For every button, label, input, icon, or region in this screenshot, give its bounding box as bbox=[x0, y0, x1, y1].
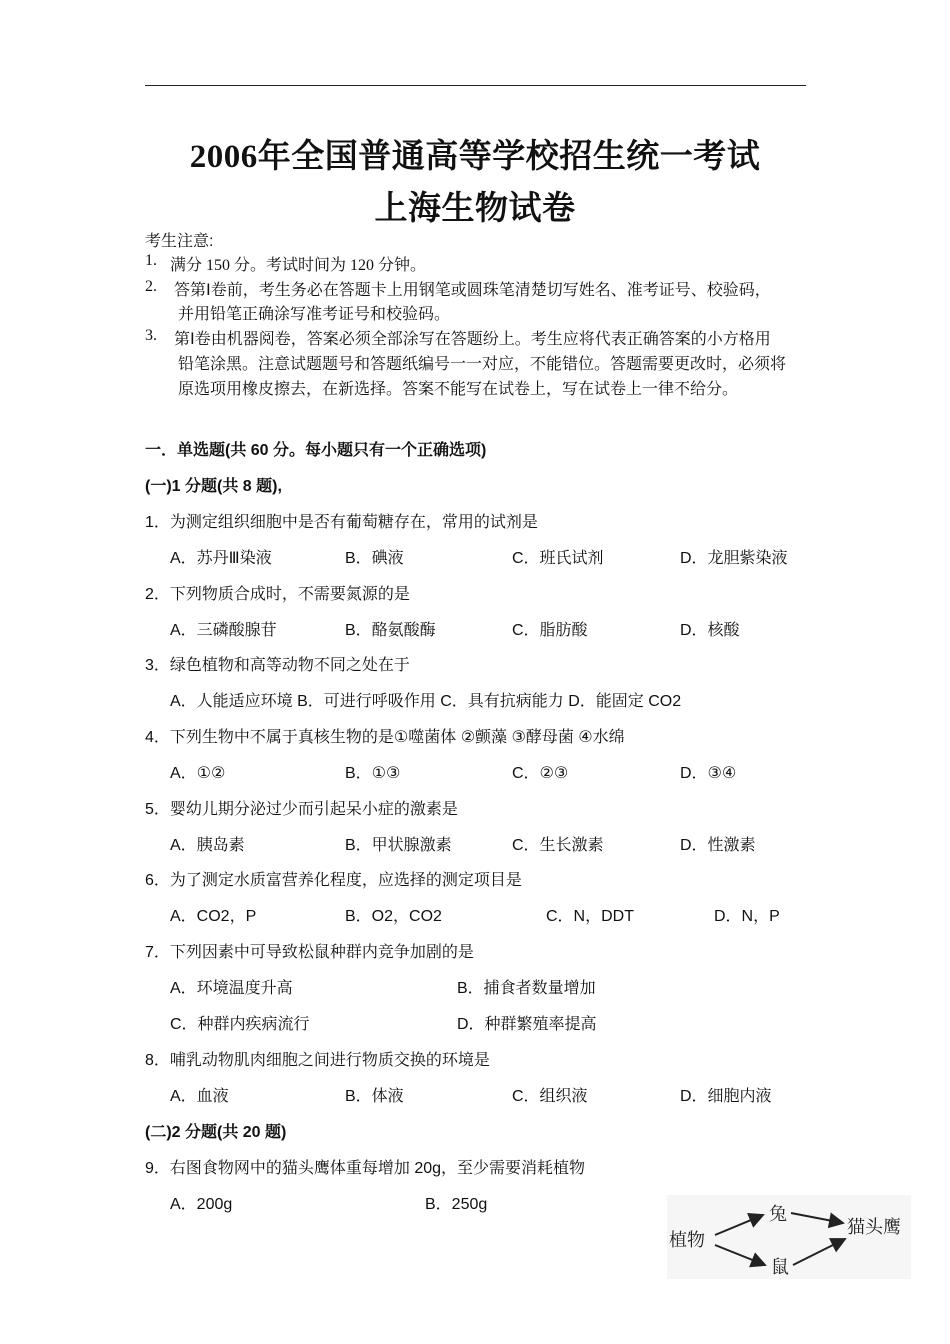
notice-label: 考生注意: bbox=[145, 233, 214, 250]
option-c: C．脂肪酸 bbox=[512, 622, 588, 639]
header-rule bbox=[145, 85, 806, 86]
subsection-heading: (二)2 分题(共 20 题) bbox=[145, 1124, 287, 1141]
question-stem: 8．哺乳动物肌肉细胞之间进行物质交换的环境是 bbox=[145, 1052, 490, 1069]
food-web-rabbit: 兔 bbox=[769, 1204, 787, 1224]
option-d: D．龙胆紫染液 bbox=[680, 550, 788, 567]
option-c: C．生长激素 bbox=[512, 837, 604, 854]
arrow-rabbit-to-owl bbox=[791, 1213, 843, 1223]
notice-item-text: 铅笔涂黑。注意试题题号和答题纸编号一一对应，不能错位。答题需要更改时，必须将 bbox=[178, 356, 787, 373]
question-stem: 1．为测定组织细胞中是否有葡萄糖存在，常用的试剂是 bbox=[145, 514, 538, 531]
option-line: A．人能适应环境 B．可进行呼吸作用 C．具有抗病能力 D．能固定 CO2 bbox=[170, 693, 682, 710]
option-a: A．环境温度升高 bbox=[170, 980, 293, 997]
question-stem: 4．下列生物中不属于真核生物的是①噬菌体 ②颤藻 ③酵母菌 ④水绵 bbox=[145, 729, 625, 746]
option-a: A．血液 bbox=[170, 1088, 229, 1105]
option-b: B．体液 bbox=[345, 1088, 404, 1105]
question-stem: 3．绿色植物和高等动物不同之处在于 bbox=[145, 657, 410, 674]
option-a: A．三磷酸腺苷 bbox=[170, 622, 277, 639]
option-a: A．200g bbox=[170, 1196, 233, 1213]
option-c: C．②③ bbox=[512, 765, 569, 782]
option-b: B．①③ bbox=[345, 765, 401, 782]
option-a: A．CO2，P bbox=[170, 908, 257, 925]
option-c: C．N，DDT bbox=[546, 908, 634, 925]
option-d: D．种群繁殖率提高 bbox=[457, 1016, 597, 1033]
option-c: C．种群内疾病流行 bbox=[170, 1016, 310, 1033]
notice-item-text: 第Ⅰ卷由机器阅卷，答案必须全部涂写在答题纷上。考生应将代表正确答案的小方格用 bbox=[174, 331, 771, 348]
notice-item-text: 满分 150 分。考试时间为 120 分钟。 bbox=[170, 257, 427, 274]
option-b: B．甲状腺激素 bbox=[345, 837, 452, 854]
notice-item-text: 并用铅笔正确涂写准考证号和校验码。 bbox=[178, 306, 451, 323]
arrow-mouse-to-owl bbox=[793, 1239, 845, 1265]
exam-subtitle: 上海生物试卷 bbox=[374, 191, 576, 227]
question-stem: 6．为了测定水质富营养化程度，应选择的测定项目是 bbox=[145, 872, 522, 889]
option-a: A．苏丹Ⅲ染液 bbox=[170, 550, 272, 567]
notice-item-text: 答第Ⅰ卷前，考生务必在答题卡上用钢笔或圆珠笔清楚切写姓名、准考证号、校验码， bbox=[174, 282, 771, 299]
notice-item-number: 2. bbox=[145, 278, 157, 295]
question-stem: 5．婴幼儿期分泌过少而引起呆小症的激素是 bbox=[145, 801, 458, 818]
question-stem: 2．下列物质合成时，不需要氮源的是 bbox=[145, 586, 410, 603]
food-web-producer: 植物 bbox=[669, 1230, 705, 1250]
notice-item-number: 3. bbox=[145, 327, 157, 344]
exam-title: 2006年全国普通高等学校招生统一考试 bbox=[189, 139, 761, 175]
food-web-mouse: 鼠 bbox=[771, 1257, 789, 1277]
section-heading: 一．单选题(共 60 分。每小题只有一个正确选项) bbox=[145, 442, 487, 459]
option-b: B．碘液 bbox=[345, 550, 404, 567]
food-web-owl: 猫头鹰 bbox=[847, 1217, 901, 1237]
notice-item-text: 原选项用橡皮擦去，在新选择。答案不能写在试卷上，写在试卷上一律不给分。 bbox=[178, 381, 739, 398]
arrow-plant-to-rabbit bbox=[715, 1215, 763, 1235]
arrow-plant-to-mouse bbox=[715, 1245, 765, 1265]
subsection-heading: (一)1 分题(共 8 题), bbox=[145, 478, 282, 495]
option-d: D．③④ bbox=[680, 765, 737, 782]
notice-item-number: 1. bbox=[145, 252, 157, 269]
question-stem: 7．下列因素中可导致松鼠种群内竞争加剧的是 bbox=[145, 944, 474, 961]
option-b: B．酪氨酸酶 bbox=[345, 622, 436, 639]
option-b: B．250g bbox=[425, 1196, 488, 1213]
option-a: A．①② bbox=[170, 765, 226, 782]
food-web-diagram bbox=[667, 1195, 911, 1279]
question-stem: 9．右图食物网中的猫头鹰体重每增加 20g，至少需要消耗植物 bbox=[145, 1160, 586, 1177]
option-b: B．捕食者数量增加 bbox=[457, 980, 596, 997]
option-b: B．O2，CO2 bbox=[345, 908, 442, 925]
option-c: C．组织液 bbox=[512, 1088, 588, 1105]
option-d: D．N，P bbox=[714, 908, 780, 925]
option-c: C．班氏试剂 bbox=[512, 550, 604, 567]
option-d: D．核酸 bbox=[680, 622, 740, 639]
option-d: D．性激素 bbox=[680, 837, 756, 854]
option-a: A．胰岛素 bbox=[170, 837, 245, 854]
option-d: D．细胞内液 bbox=[680, 1088, 772, 1105]
